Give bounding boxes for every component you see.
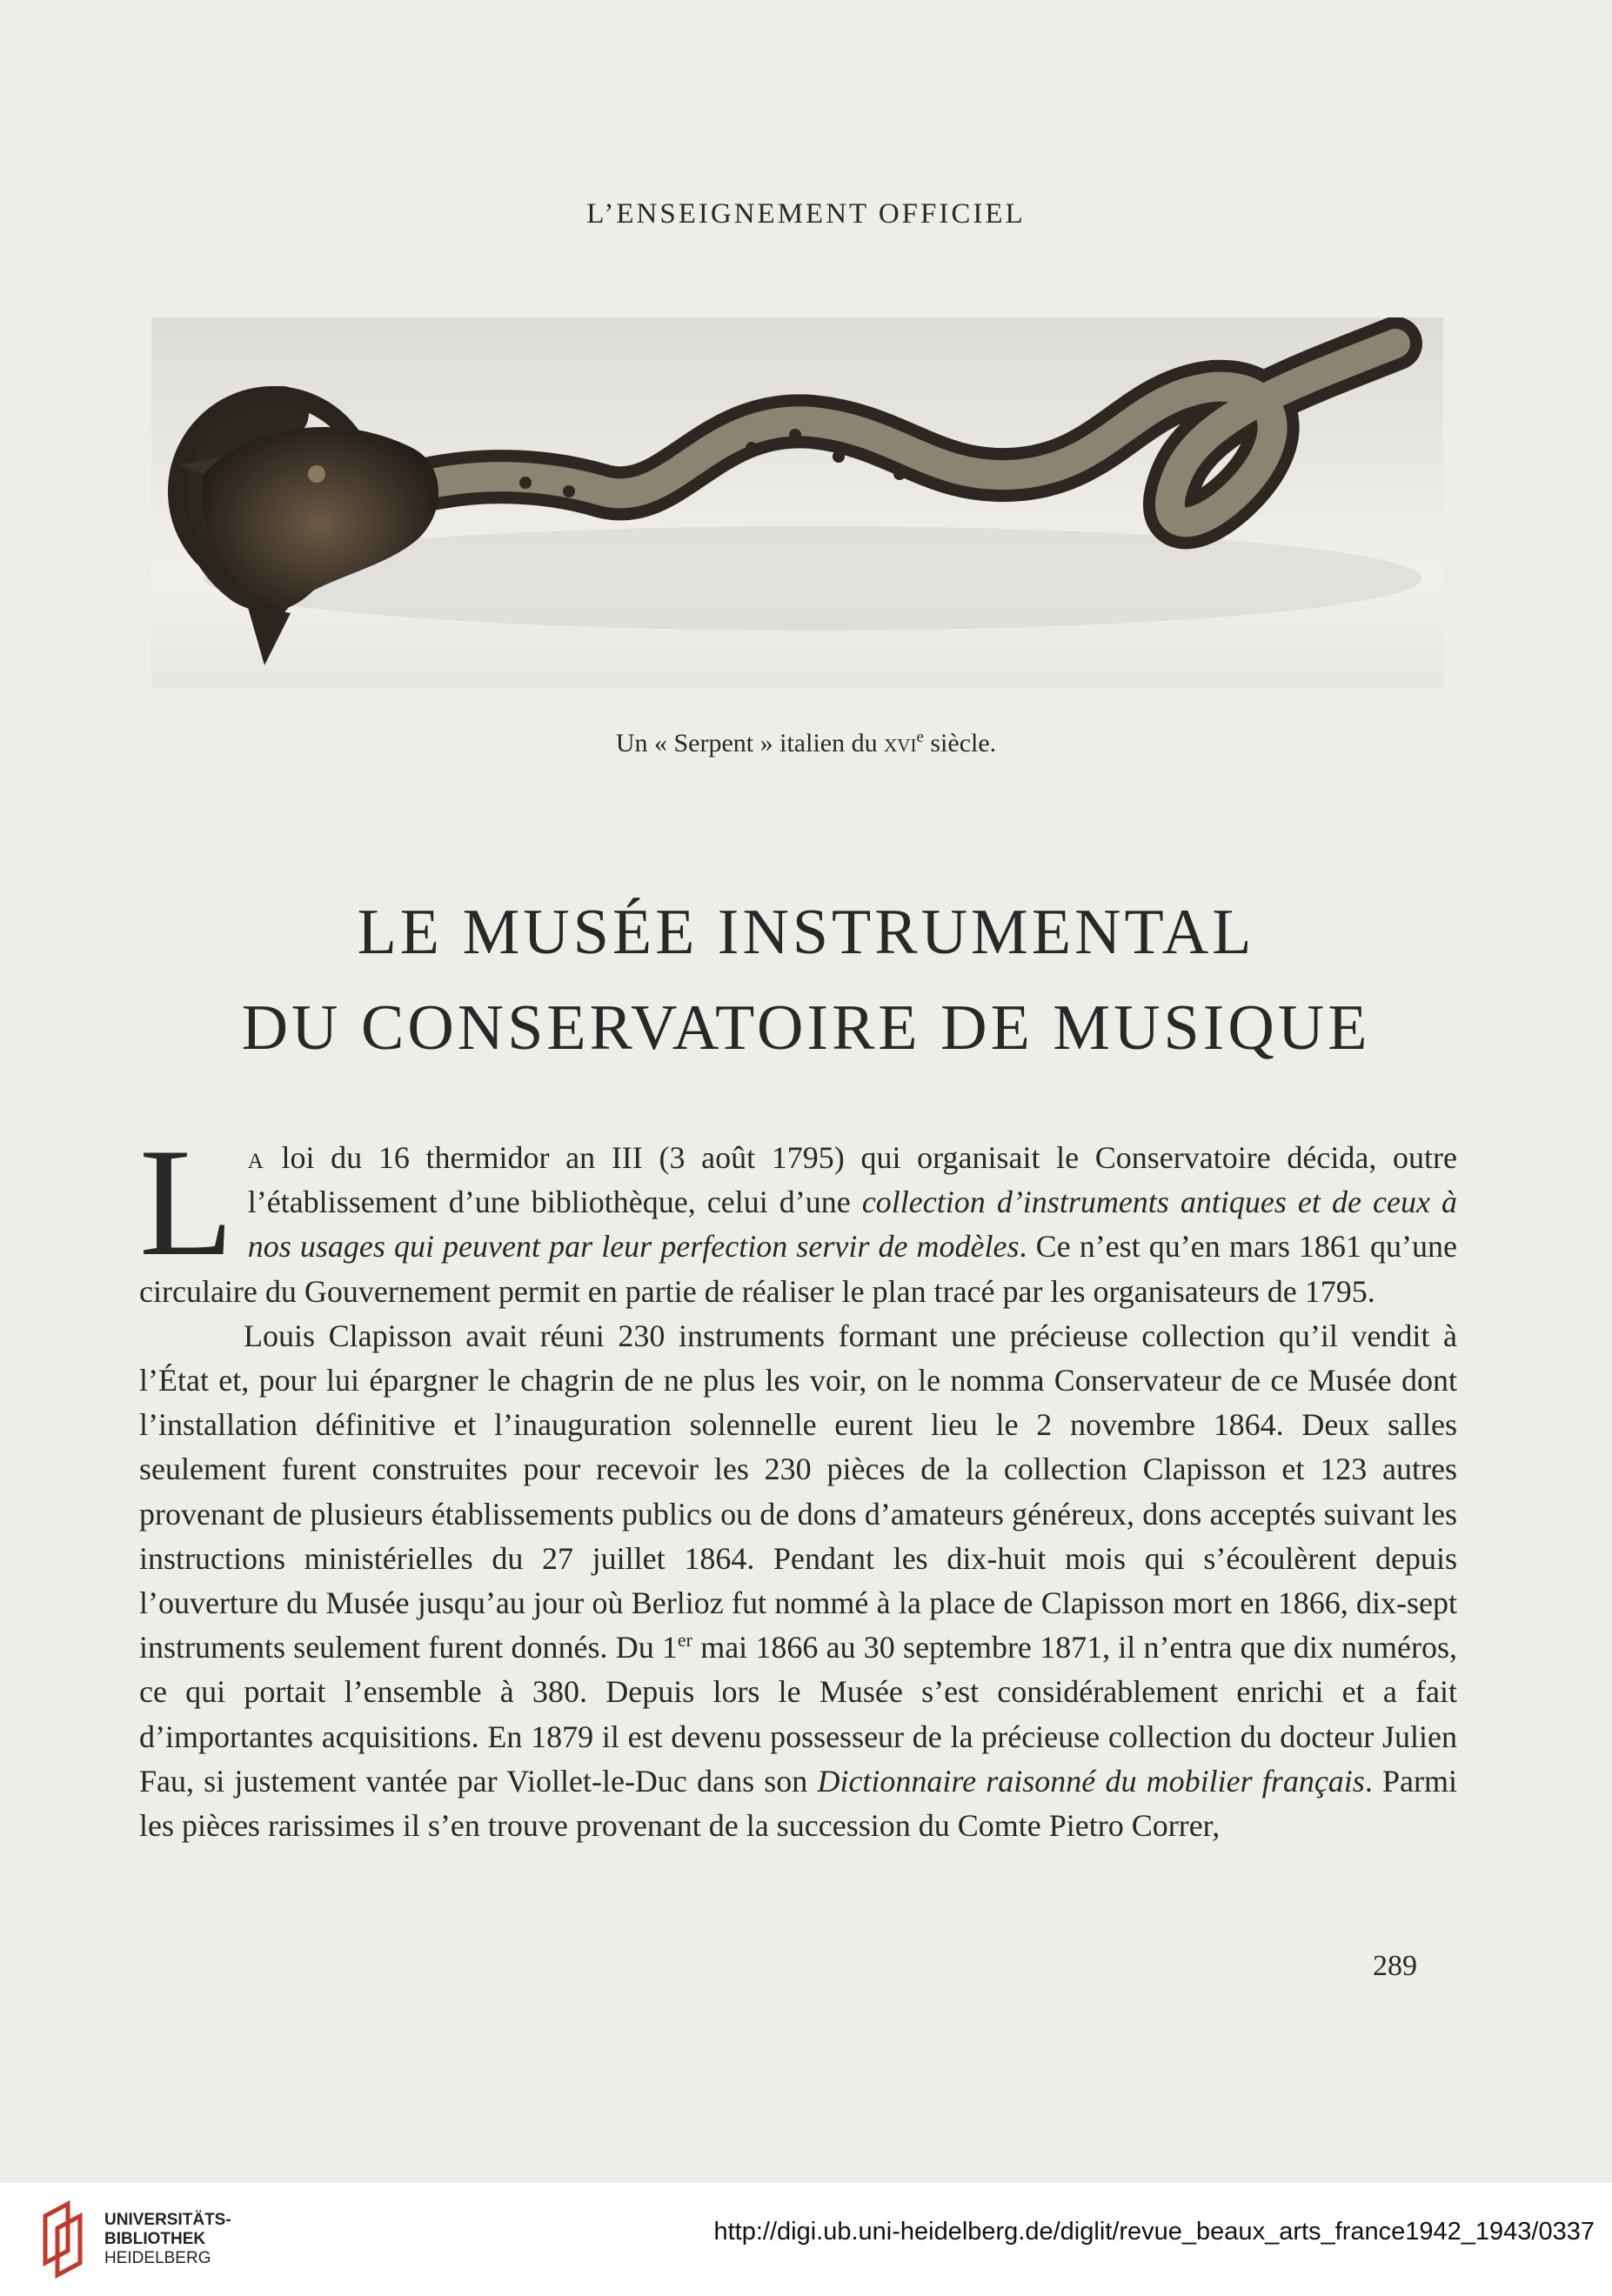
paragraph-text: loi du 16 thermidor an III (3 août 1795) qui organisait le Conservatoire décida, outre l’établissement d’une bibliothèque, celui d’une [247, 1140, 1457, 1220]
drop-cap: L [139, 1116, 234, 1288]
running-head: L’ENSEIGNEMENT OFFICIEL [586, 198, 1026, 230]
library-name-line-3: HEIDELBERG [104, 2249, 211, 2267]
article-title-line-2: DU CONSERVATOIRE DE MUSIQUE [241, 992, 1371, 1064]
article-title-line-1: LE MUSÉE INSTRUMENTAL [357, 897, 1255, 968]
superscript: er [677, 1629, 692, 1652]
caption-text-end: siècle. [923, 729, 997, 758]
lead-letter: a [247, 1140, 265, 1175]
paragraph-2 [139, 1314, 1457, 1848]
library-name [104, 2211, 231, 2268]
figure-caption [0, 729, 1612, 758]
caption-superscript: e [916, 728, 924, 746]
page-number: 289 [1373, 1950, 1417, 1982]
serpent-icon [151, 317, 1443, 687]
serpent-instrument-photo [151, 317, 1443, 687]
caption-text: Un « Serpent » italien du [615, 729, 885, 758]
italic-quote: collection d’instruments antiques et de ceux à nos usages qui peuvent par leur perfection servir de modèles [247, 1185, 1457, 1265]
footer-bar [0, 2183, 1612, 2296]
source-url-link[interactable]: http://digi.ub.uni-heidelberg.de/diglit/revue_beaux_arts_france1942_1943/0337 [713, 2218, 1595, 2246]
university-library-logo-icon [38, 2199, 99, 2282]
paragraph-text: . Ce n’est qu’en mars 1861 qu’une circulaire du Gouvernement permit en partie de réaliser le plan tracé par les organisateurs de 1795. [139, 1229, 1457, 1309]
caption-century: xvi [884, 729, 917, 758]
library-name-line-1: UNIVERSITÄTS- [104, 2211, 231, 2229]
library-name-line-2: BIBLIOTHEK [104, 2230, 206, 2248]
paragraph-text: mai 1866 au 30 septembre 1871, il n’entra que dix numéros, ce qui portait l’ensemble à 380. Depuis lors le Musée s’est considérablement enrichi et a fait d’importantes acquisitions. En 1879 il est devenu possesseur de la précieuse collection du docteur Julien Fau, si justement vantée par Viollet-le-Duc dans son [139, 1630, 1458, 1799]
paragraph-text: Louis Clapisson avait réuni 230 instruments formant une précieuse collection qu’il vendit à l’État et, pour lui épargner le chagrin de ne plus les voir, on le nomma Conservateur de ce Musée dont l’installation définitive et l’inauguration solennelle eurent lieu le 2 novembre 1864. Deux salles seulement furent construites pour recevoir les 230 pièces de la collection Clapisson et 123 autres provenant de plusieurs établissements publics ou de dons d’amateurs généreux, dons acceptés suivant les instructions ministérielles du 27 juillet 1864. Pendant les dix-huit mois qui s’écoulèrent depuis l’ouverture du Musée jusqu’au jour où Berlioz fut nommé à la place de Clapisson mort en 1866, dix-sept instruments seulement furent donnés. Du 1 [139, 1318, 1457, 1665]
article-body [139, 1116, 1458, 1848]
italic-book-title: Dictionnaire raisonné du mobilier français [817, 1763, 1365, 1799]
paragraph-1 [139, 1116, 1457, 1314]
paragraph-text: . Parmi les pièces rarissimes il s’en trouve provenant de la succession du Comte Pietro Correr, [139, 1763, 1457, 1844]
